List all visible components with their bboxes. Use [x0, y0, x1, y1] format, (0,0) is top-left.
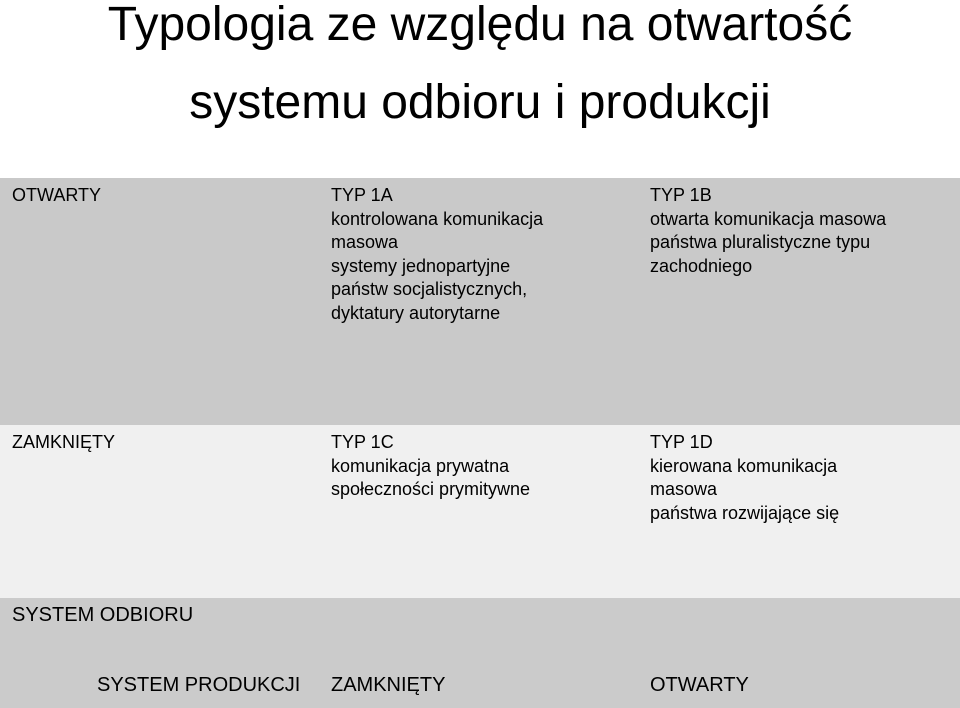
- type-1c-heading: TYP 1C: [331, 432, 394, 452]
- type-1d-line: kierowana komunikacja: [650, 455, 838, 476]
- type-1a-heading: TYP 1A: [331, 185, 393, 205]
- type-1d-heading: TYP 1D: [650, 432, 713, 452]
- type-1a-line: państw socjalistycznych,: [331, 279, 528, 299]
- row-closed-label: ZAMKNIĘTY: [12, 432, 116, 452]
- type-1d-line: masowa: [650, 479, 718, 499]
- system-odbioru-label: SYSTEM ODBIORU: [12, 604, 194, 626]
- type-1a-line: dyktatury autorytarne: [331, 302, 501, 323]
- row-open-label: OTWARTY: [12, 185, 101, 205]
- type-1d-cell: [650, 431, 839, 525]
- page-title-line-1: Typologia ze względu na otwartość: [107, 0, 853, 51]
- column-closed-label: ZAMKNIĘTY: [331, 674, 446, 696]
- type-1a-line: masowa: [331, 232, 399, 252]
- type-1c-line: społeczności prymitywne: [331, 479, 531, 499]
- type-1a-cell: [331, 184, 543, 325]
- type-1c-cell: [331, 431, 530, 502]
- type-1a-line: kontrolowana komunikacja: [331, 208, 544, 229]
- type-1b-line: otwarta komunikacja masowa: [650, 208, 887, 229]
- type-1b-line: zachodniego: [650, 255, 753, 276]
- type-1b-cell: [650, 184, 886, 278]
- system-produkcji-label: SYSTEM PRODUKCJI: [97, 674, 301, 696]
- type-1a-line: systemy jednopartyjne: [331, 255, 511, 276]
- type-1b-line: państwa pluralistyczne typu: [650, 232, 871, 252]
- type-1c-line: komunikacja prywatna: [331, 455, 510, 476]
- page-title-line-2: systemu odbioru i produkcji: [189, 76, 771, 129]
- type-1b-heading: TYP 1B: [650, 185, 712, 205]
- type-1d-line: państwa rozwijające się: [650, 502, 840, 523]
- column-open-label: OTWARTY: [650, 674, 749, 696]
